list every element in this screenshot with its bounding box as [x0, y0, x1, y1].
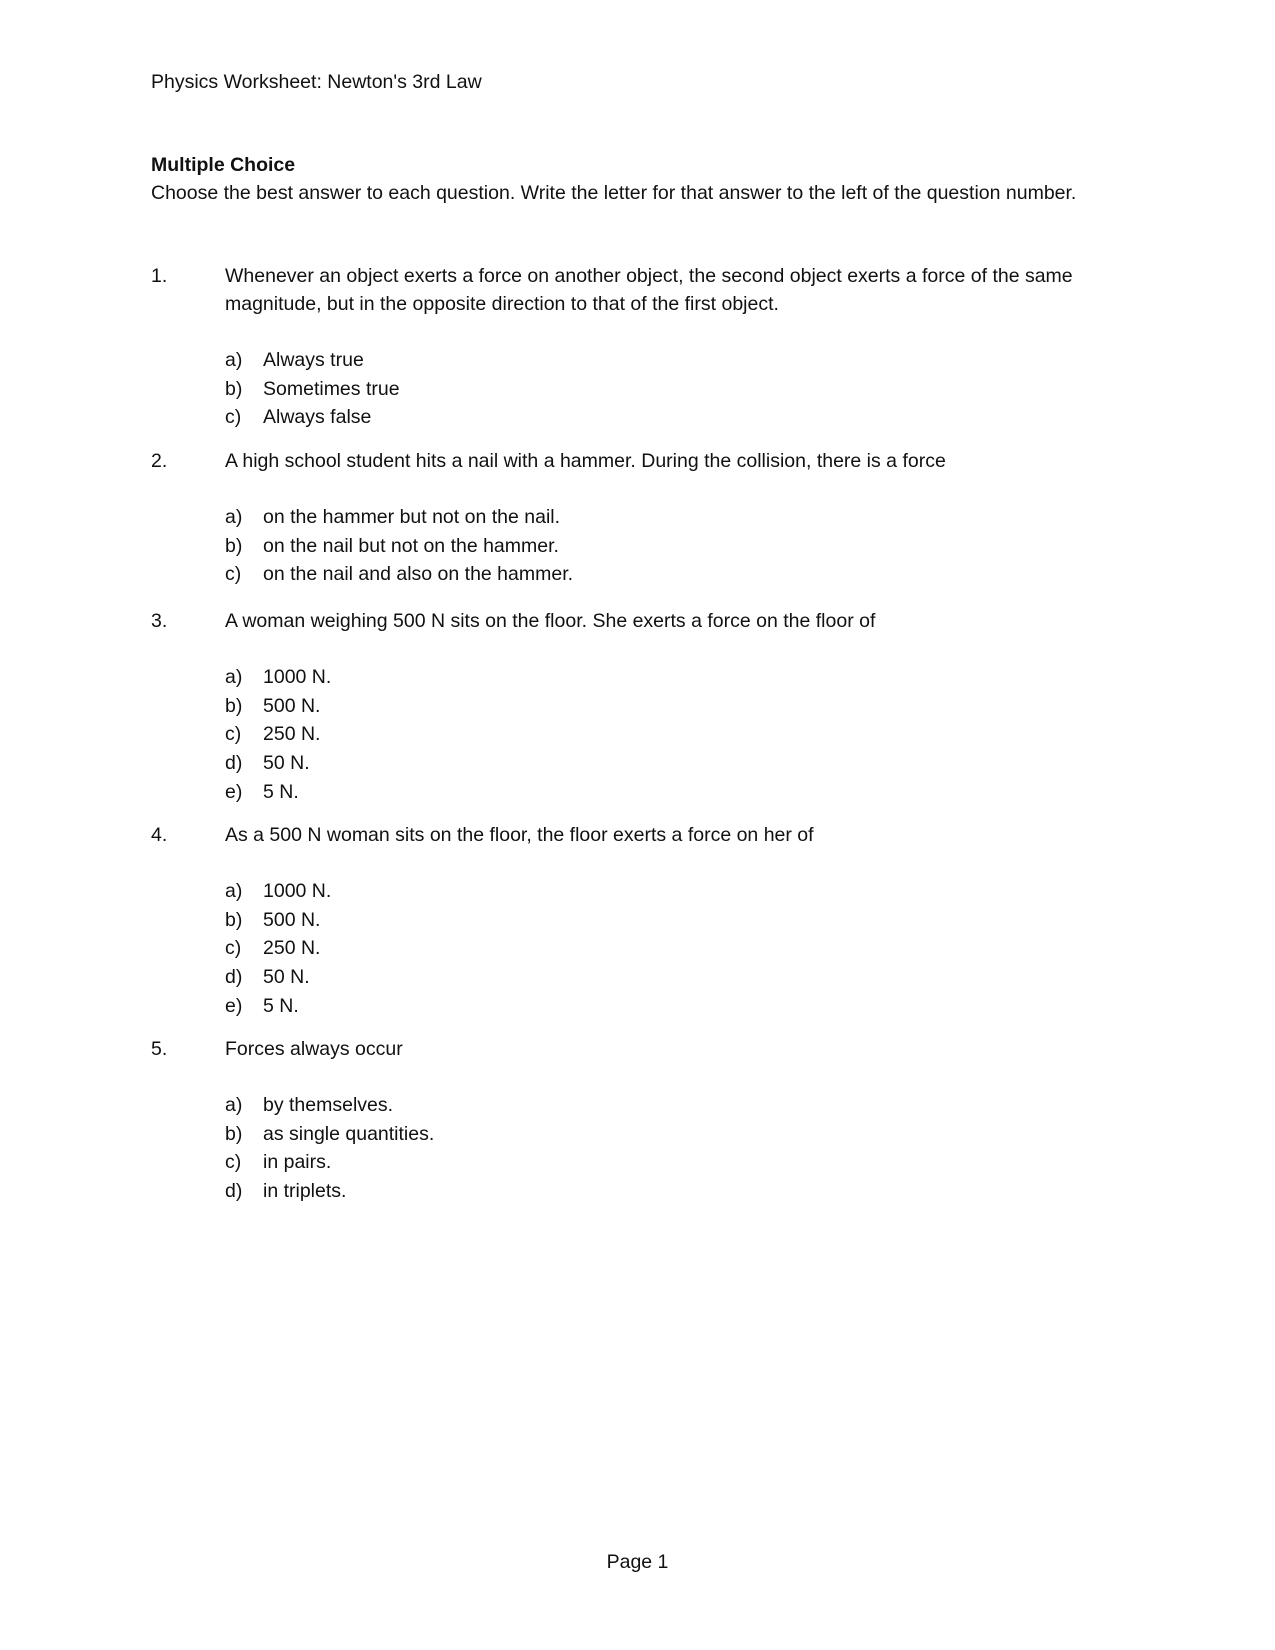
instructions-text: Choose the best answer to each question. Write the letter for that answer to the left of the question number. [151, 182, 1077, 204]
answer-option [225, 778, 1131, 807]
option-letter: d) [225, 752, 243, 775]
question-number: 5. [151, 1038, 168, 1060]
question-text: A woman weighing 500 N sits on the floor. She exerts a force on the floor of [225, 610, 876, 632]
question-3 [151, 607, 1131, 806]
option-letter: d) [225, 1180, 243, 1203]
option-text: on the nail but not on the hammer. [263, 534, 559, 557]
question-5 [151, 1035, 1131, 1206]
option-letter: a) [225, 506, 243, 528]
answer-option [225, 1177, 1131, 1206]
option-letter: d) [225, 966, 243, 989]
option-letter: e) [225, 780, 243, 803]
answer-option [225, 1091, 1131, 1120]
option-letter: a) [225, 349, 243, 371]
option-text: Always true [263, 349, 364, 371]
option-text: Always false [263, 406, 372, 429]
option-letter: b) [225, 1122, 243, 1145]
option-text: 5 N. [263, 994, 299, 1017]
section-heading: Multiple Choice [151, 154, 296, 176]
option-letter: c) [225, 1151, 242, 1174]
answer-option [225, 992, 1131, 1021]
page-number: Page 1 [606, 1551, 669, 1573]
question-text: Whenever an object exerts a force on another object, the second object exerts a force of the same magnitude, but in the opposite direction to that of the first object. [225, 265, 1073, 315]
answer-options [225, 346, 1131, 432]
answer-option [225, 963, 1131, 992]
option-text: in triplets. [263, 1180, 347, 1203]
option-letter: c) [225, 406, 242, 429]
option-text: 5 N. [263, 780, 299, 803]
question-number: 2. [151, 450, 168, 472]
question-text: A high school student hits a nail with a hammer. During the collision, there is a force [225, 450, 946, 472]
question-number: 3. [151, 610, 168, 632]
option-letter: a) [225, 880, 243, 902]
option-text: 1000 N. [263, 880, 332, 902]
option-text: by themselves. [263, 1094, 394, 1116]
answer-option [225, 1120, 1131, 1149]
question-1 [151, 262, 1131, 432]
answer-option [225, 692, 1131, 721]
option-letter: b) [225, 908, 243, 931]
answer-options [225, 503, 1131, 589]
option-letter: c) [225, 563, 242, 586]
question-number: 1. [151, 265, 168, 287]
option-text: 50 N. [263, 966, 310, 989]
option-letter: e) [225, 994, 243, 1017]
option-letter: b) [225, 534, 243, 557]
option-letter: b) [225, 694, 243, 717]
option-letter: a) [225, 1094, 243, 1116]
document-title: Physics Worksheet: Newton's 3rd Law [151, 71, 482, 93]
question-text: As a 500 N woman sits on the floor, the floor exerts a force on her of [225, 824, 814, 846]
option-text: Sometimes true [263, 377, 400, 400]
option-text: on the nail and also on the hammer. [263, 563, 574, 586]
option-letter: a) [225, 666, 243, 688]
answer-options [225, 877, 1131, 1020]
option-letter: c) [225, 937, 242, 960]
answer-option [225, 663, 1131, 692]
answer-option [225, 560, 1131, 589]
answer-option [225, 503, 1131, 532]
option-text: 50 N. [263, 752, 310, 775]
answer-option [225, 375, 1131, 404]
option-text: 500 N. [263, 694, 321, 717]
answer-option [225, 346, 1131, 375]
answer-option [225, 403, 1131, 432]
question-2 [151, 447, 1131, 589]
answer-option [225, 720, 1131, 749]
option-text: in pairs. [263, 1151, 332, 1174]
answer-option [225, 877, 1131, 906]
option-letter: b) [225, 377, 243, 400]
question-text: Forces always occur [225, 1038, 403, 1060]
answer-options [225, 663, 1131, 806]
option-text: 250 N. [263, 723, 321, 746]
answer-option [225, 532, 1131, 561]
option-text: as single quantities. [263, 1122, 435, 1145]
question-number: 4. [151, 824, 168, 846]
answer-option [225, 1148, 1131, 1177]
option-text: 1000 N. [263, 666, 332, 688]
option-text: 500 N. [263, 908, 321, 931]
answer-option [225, 906, 1131, 935]
option-text: on the hammer but not on the nail. [263, 506, 561, 528]
option-text: 250 N. [263, 937, 321, 960]
answer-option [225, 749, 1131, 778]
question-4 [151, 821, 1131, 1020]
answer-option [225, 934, 1131, 963]
answer-options [225, 1091, 1131, 1206]
option-letter: c) [225, 723, 242, 746]
